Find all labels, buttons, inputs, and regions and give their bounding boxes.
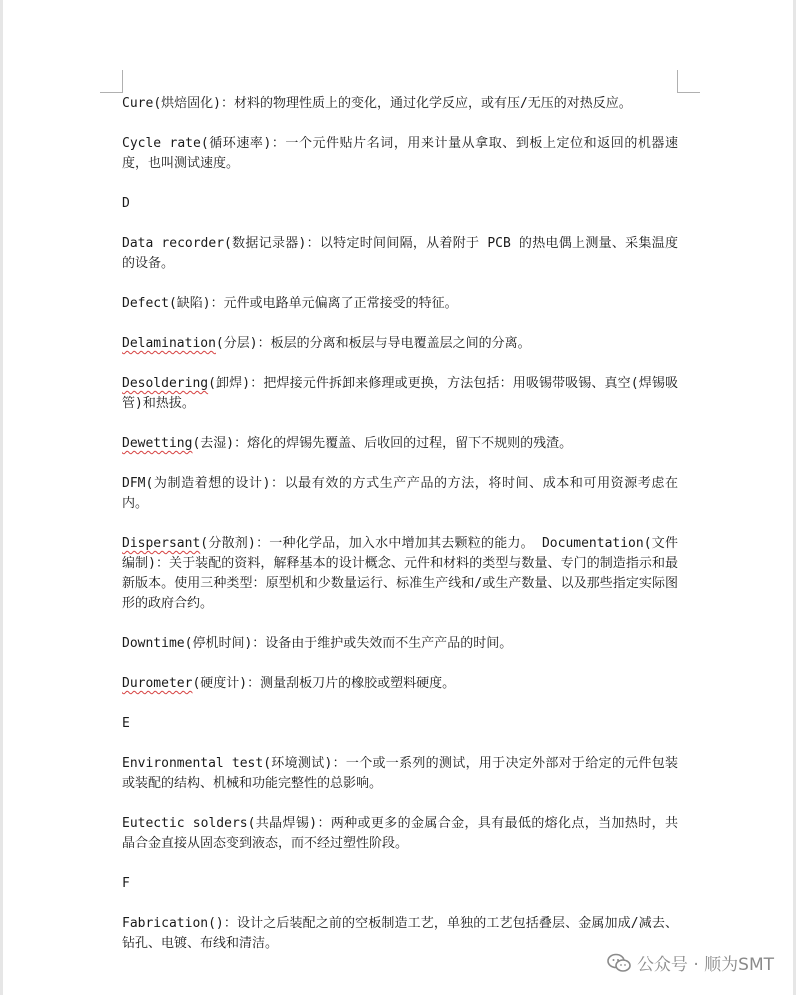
entry-desc: (硬度计)：测量刮板刀片的橡胶或塑料硬度。 xyxy=(192,676,456,691)
glossary-entry xyxy=(122,534,678,614)
entry-term: Data recorder xyxy=(122,236,225,251)
entry-term: Fabrication xyxy=(122,916,209,931)
glossary-entry xyxy=(122,674,678,694)
glossary-entry xyxy=(122,234,678,274)
entry-desc: (环境测试)：一个或一系列的测试，用于决定外部对于给定的元件包装或装配的结构、机械和功能完整性的总影响。 xyxy=(122,756,678,791)
crop-mark-top-right xyxy=(677,70,700,93)
entry-term: Dewetting xyxy=(122,436,193,451)
entry-desc: (去湿)：熔化的焊锡先覆盖、后收回的过程，留下不规则的残渣。 xyxy=(192,436,573,451)
glossary-entry xyxy=(122,754,678,794)
entry-desc: (缺陷)：元件或电路单元偏离了正常接受的特征。 xyxy=(168,296,458,311)
entry-term: Environmental test xyxy=(122,756,264,771)
entry-desc: (停机时间)：设备由于维护或失效而不生产产品的时间。 xyxy=(184,636,513,651)
glossary-entry xyxy=(122,434,678,454)
entry-term: Delamination xyxy=(122,336,216,351)
section-letter: D xyxy=(122,196,130,211)
document-body[interactable] xyxy=(122,94,678,974)
watermark-text: 公众号 · 顺为SMT xyxy=(636,955,774,975)
section-letter: E xyxy=(122,716,130,731)
glossary-entry xyxy=(122,634,678,654)
entry-desc: (共晶焊锡)：两种或更多的金属合金，具有最低的熔化点，当加热时，共晶合金直接从固态变到液态，而不经过塑性阶段。 xyxy=(122,816,678,851)
glossary-entry xyxy=(122,814,678,854)
glossary-entry xyxy=(122,134,678,174)
glossary-entry xyxy=(122,474,678,514)
wechat-icon xyxy=(607,953,631,973)
entry-desc: (为制造着想的设计)：以最有效的方式生产产品的方法，将时间、成本和可用资源考虑在内。 xyxy=(122,476,678,511)
entry-term: Downtime xyxy=(122,636,185,651)
entry-term: DFM xyxy=(122,476,146,491)
page-edge-left xyxy=(0,0,3,995)
entry-desc: (循环速率)：一个元件贴片名词，用来计量从拿取、到板上定位和返回的机器速度，也叫测试速度。 xyxy=(122,136,678,171)
glossary-entry xyxy=(122,294,678,314)
entry-desc: (卸焊)：把焊接元件拆卸来修理或更换，方法包括：用吸锡带吸锡、真空(焊锡吸管)和热拔。 xyxy=(122,376,678,411)
glossary-entry xyxy=(122,334,678,354)
entry-term: Cycle rate xyxy=(122,136,201,151)
glossary-entry xyxy=(122,914,678,954)
glossary-entry xyxy=(122,374,678,414)
entry-term: Durometer xyxy=(122,676,193,691)
crop-mark-top-left xyxy=(100,70,123,93)
entry-term: Cure xyxy=(122,96,154,111)
entry-term: Eutectic solders xyxy=(122,816,248,831)
entry-desc: ()：设计之后装配之前的空板制造工艺，单独的工艺包括叠层、金属加成/减去、钻孔、电镀、布线和清洁。 xyxy=(122,916,678,951)
entry-desc: (数据记录器)：以特定时间间隔，从着附于 PCB 的热电偶上测量、采集温度的设备。 xyxy=(122,236,678,271)
entry-desc: (分层)：板层的分离和板层与导电覆盖层之间的分离。 xyxy=(215,336,531,351)
entry-term: Desoldering xyxy=(122,376,209,391)
entry-term: Dispersant xyxy=(122,536,201,551)
entry-term: Defect xyxy=(122,296,169,311)
section-letter: F xyxy=(122,876,130,891)
watermark xyxy=(607,950,774,975)
entry-desc: (烘焙固化)：材料的物理性质上的变化，通过化学反应，或有压/无压的对热反应。 xyxy=(153,96,632,111)
entry-desc: (分散剂)：一种化学品，加入水中增加其去颗粒的能力。 Documentation(文件编制)：关于装配的资料，解释基本的设计概念、元件和材料的类型与数量、专门的制造指示和最新版本。使用三种类型：原型机和少数量运行、标准生产线和/或生产数量、以及那些指定实际图形的政府合约。 xyxy=(122,536,678,611)
glossary-entry xyxy=(122,94,678,114)
